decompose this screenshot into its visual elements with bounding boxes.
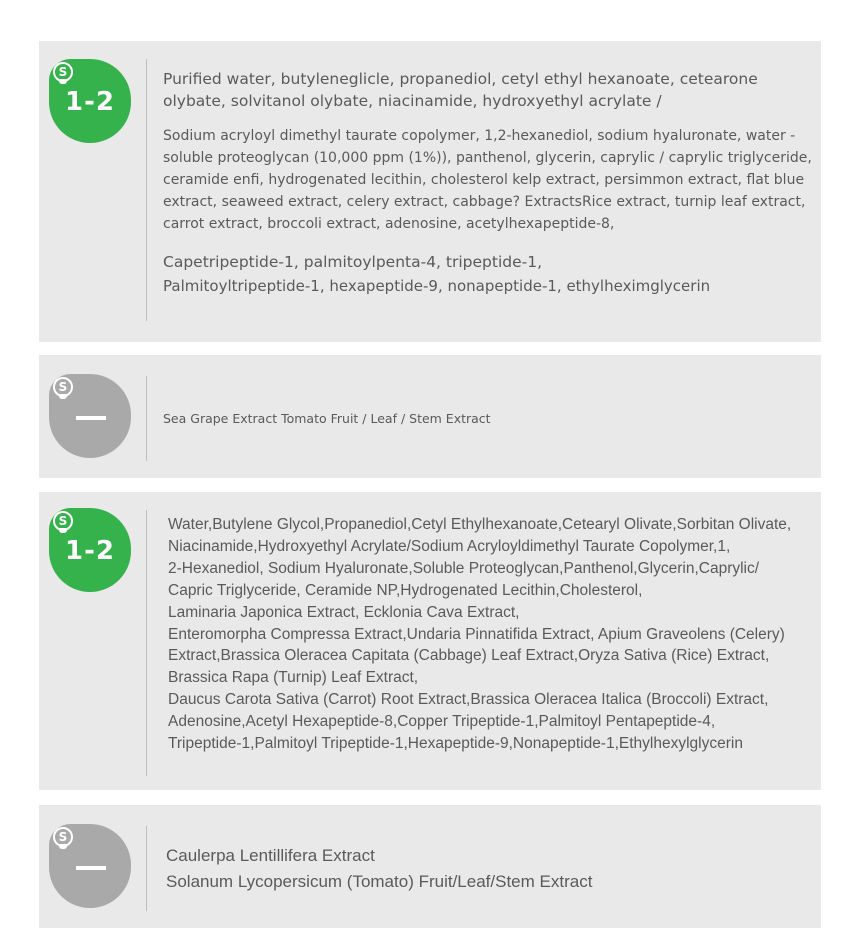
divider [146,59,147,321]
ingredient-text-b: Sodium acryloyl dimethyl taurate copolymer, 1,2-hexanediol, sodium hyaluronate, water -soluble proteoglycan (10,000 ppm (1%)), panthenol, glycerin, caprylic / caprylic triglyceride, ceramide enfi, hydrogenated lecithin, cholesterol kelp extract, persimmon extract, flat blue extract, seaweed extract, celery extract, cabbage? ExtractsRice extract, turnip leaf extract, carrot extract, broccoli extract, adenosine, acetylhexapeptide-8, [163,128,812,232]
grade-dash [76,866,106,870]
ingredient-text-c-line2: Palmitoyltripeptide-1, hexapeptide-9, nonapeptide-1, ethylheximglycerin [163,277,711,295]
ingredient-line: Daucus Carota Sativa (Carrot) Root Extract,Brassica Oleracea Italica (Broccoli) Extract, [168,691,769,709]
grade-label: 1-2 [65,87,115,117]
ingredient-line: 2-Hexanediol, Sodium Hyaluronate,Soluble Proteoglycan,Panthenol,Glycerin,Caprylic/ [168,559,760,577]
ingredient-text-c-line1: Capetripeptide-1, palmitoylpenta-4, tripeptide-1, [163,253,543,271]
safety-s-icon: S [53,511,73,531]
ingredient-line: Caulerpa Lentillifera Extract [166,846,375,865]
ingredient-card-1 [39,41,821,342]
divider [146,826,147,911]
ingredient-line: Brassica Rapa (Turnip) Leaf Extract, [168,669,419,687]
ingredient-line: Enteromorpha Compressa Extract,Undaria Pinnatifida Extract, Apium Graveolens (Celery) [168,625,785,643]
safety-s-icon: S [53,377,73,397]
divider [146,510,147,776]
ingredient-line: Solanum Lycopersicum (Tomato) Fruit/Leaf/Stem Extract [166,872,593,891]
grade-dash [76,416,106,420]
ingredient-line: Capric Triglyceride, Ceramide NP,Hydrogenated Lecithin,Cholesterol, [168,581,643,599]
safety-s-icon: S [53,62,73,82]
ingredient-line: Tripeptide-1,Palmitoyl Tripeptide-1,Hexapeptide-9,Nonapeptide-1,Ethylhexylglycerin [168,735,743,753]
ingredient-card-4 [39,805,821,928]
ingredient-line: Water,Butylene Glycol,Propanediol,Cetyl Ethylhexanoate,Cetearyl Olivate,Sorbitan Olivate, [168,516,792,533]
ingredient-card-2 [39,355,821,478]
divider [146,376,147,461]
grade-badge [49,59,131,143]
ingredient-list [166,843,592,895]
ingredient-line: Adenosine,Acetyl Hexapeptide-8,Copper Tripeptide-1,Palmitoyl Pentapeptide-4, [168,713,716,731]
grade-badge [49,508,131,592]
ingredient-list [168,514,818,755]
ingredient-card-3 [39,492,821,790]
ingredient-line: Laminaria Japonica Extract, Ecklonia Cava Extract, [168,603,520,621]
ingredient-line: Niacinamide,Hydroxyethyl Acrylate/Sodium Acryloyldimethyl Taurate Copolymer,1, [168,537,731,555]
grade-badge [49,824,131,908]
ingredient-text-c [163,249,803,297]
ingredient-text: Sea Grape Extract Tomato Fruit / Leaf / Stem Extract [163,411,491,426]
grade-label: 1-2 [65,536,115,566]
grade-badge [49,374,131,458]
ingredient-line: Extract,Brassica Oleracea Capitata (Cabbage) Leaf Extract,Oryza Sativa (Rice) Extract, [168,647,770,665]
ingredient-text-a: Purified water, butyleneglicle, propanediol, cetyl ethyl hexanoate, cetearone olybate, solvitanol olybate, niacinamide, hydroxyethyl acrylate / [163,70,758,110]
safety-s-icon: S [53,827,73,847]
